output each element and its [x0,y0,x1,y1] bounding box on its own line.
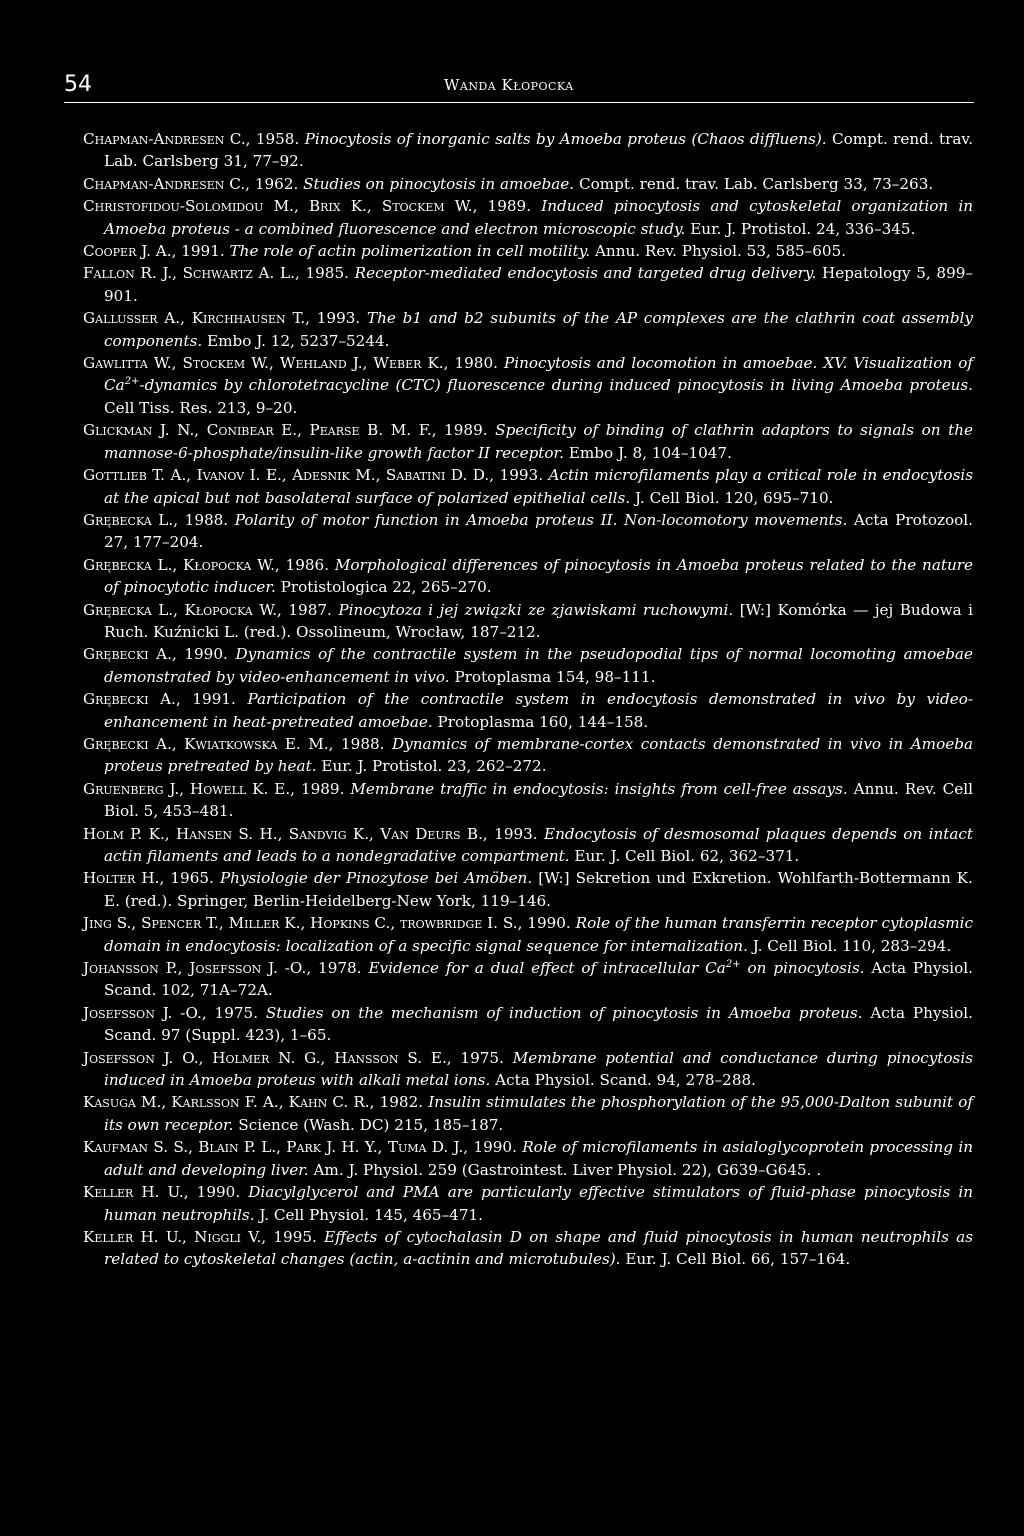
reference-title: Diacylglycerol and PMA are particularly effective stimulators of fluid-phase pinocytosis in human neutrophils. [104,1183,973,1224]
reference-authors: Keller H. U. [83,1183,184,1202]
reference-authors: Fallon R. J., Schwartz A. L. [83,264,295,283]
reference-entry [83,688,973,733]
reference-source: [W:] Sekretion und Exkretion. Wohlfarth-Bottermann K. E. (red.). Springer, Berlin-Heidelberg-New York, 119–146. [104,869,973,910]
reference-authors: Gruenberg J., Howell K. E. [83,779,291,798]
reference-year: , 1989. [431,421,496,440]
reference-year: , 1982. [369,1093,429,1112]
reference-source: J. Cell Physiol. 145, 465–471. [254,1205,484,1224]
reference-entry [83,509,973,554]
reference-authors: Cooper J. A. [83,242,172,261]
reference-title: Membrane traffic in endocytosis: insights from cell-free assays. [350,779,848,798]
reference-title: Role of microfilaments in asialoglycoprotein processing in adult and developing liver. [104,1138,973,1179]
reference-year: , 1975. [446,1048,513,1067]
reference-source: Embo J. 12, 5237–5244. [202,331,390,350]
reference-authors: Keller H. U., Niggli V. [83,1227,262,1246]
reference-source: Eur. J. Cell Biol. 62, 362–371. [569,847,800,865]
reference-authors: Grębecki A., Kwiatkowska E. M. [83,734,329,753]
reference-title: Studies on the mechanism of induction of pinocytosis in Amoeba proteus. [265,1003,863,1022]
reference-title: Specificity of binding of clathrin adaptors to signals on the mannose-6-phosphate/insulin-like growth factor II receptor. [104,421,973,462]
reference-authors: Josefsson J. O., Holmer N. G., Hansson S. E. [83,1048,447,1067]
reference-authors: Glickman J. N., Conibear E., Pearse B. M. F. [83,421,432,440]
reference-title: Pinocytosis and locomotion in amoebae. XV. Visualization of Ca [104,354,974,395]
reference-year: , 1987. [277,600,339,619]
reference-title: Morphological differences of pinocytosis in Amoeba proteus related to the nature of pinocytotic inducer. [104,555,973,597]
reference-entry [83,1181,973,1226]
reference-authors: Holter H. [83,869,160,888]
reference-authors: Josefsson J. -O. [83,1003,202,1022]
reference-year: , 1993. [482,824,545,843]
reference-source: Protistologica 22, 265–270. [275,578,492,597]
reference-source: Eur. J. Protistol. 24, 336–345. [685,219,916,238]
reference-source: Compt. rend. trav. Lab. Carlsberg 31, 77–92. [104,130,974,171]
reference-entry [83,307,973,352]
reference-source: Science (Wash. DC) 215, 185–187. [233,1115,504,1134]
reference-entry [83,957,973,1002]
reference-source: Acta Physiol. Scand. 94, 278–288. [490,1071,756,1090]
reference-year: , 1985. [294,264,355,283]
reference-title: Studies on pinocytosis in amoebae. [303,174,575,193]
reference-year: , 1990. [463,1138,523,1157]
reference-entry [83,352,973,419]
reference-source: Acta Physiol. Scand. 97 (Suppl. 423), 1–65. [104,1003,973,1045]
reference-year: , 1989. [290,779,351,798]
reference-year: , 1965. [159,869,220,888]
reference-title: Induced pinocytosis and cytoskeletal organization in Amoeba proteus - a combined fluorescence and electron microscopic study. [104,197,973,238]
reference-year: , 1958. [245,130,305,148]
reference-title: Receptor-mediated endocytosis and targeted drug delivery. [354,264,817,283]
reference-authors: Grębecka L., Kłopocka W. [83,555,275,574]
reference-year: , 1975. [201,1003,266,1022]
reference-authors: Grębecki A. [83,645,172,664]
reference-title: Physiologie der Pinozytose bei Amöben. [219,869,533,888]
reference-authors: Jing S., Spencer T., Miller K., Hopkins C., trowbridge I. S. [83,914,518,933]
reference-year: , 1990. [517,914,576,933]
reference-title: Role of the human transferrin receptor cytoplasmic domain in endocytosis: localization of a specific signal sequence for internalization. [104,914,973,955]
reference-title: Pinocytosis of inorganic salts by Amoeba proteus (Chaos diffluens). [304,130,827,148]
reference-authors: Johansson P., Josefsson J. -O. [83,959,307,978]
reference-entry [83,240,973,262]
reference-title: The b1 and b2 subunits of the AP complexes are the clathrin coat assembly components. [104,309,973,350]
reference-year: , 1995. [261,1227,325,1246]
reference-title: Membrane potential and conductance during pinocytosis induced in Amoeba proteus with alkali metal ions. [104,1048,973,1090]
reference-authors: Chapman-Andresen C. [83,174,246,193]
reference-entry [83,554,973,599]
reference-title-superscript: 2+ [124,376,140,388]
reference-source: Hepatology 5, 899–901. [104,264,973,305]
reference-entry [83,1047,973,1092]
reference-source: Eur. J. Cell Biol. 66, 157–164. [620,1250,851,1269]
reference-source: Am. J. Physiol. 259 (Gastrointest. Liver Physiol. 22), G639–G645. . [308,1160,822,1179]
reference-authors: Gottlieb T. A., Ivanov I. E., Adesnik M., Sabatini D. D. [83,466,490,485]
reference-year: , 1988. [328,734,392,753]
reference-source: Annu. Rev. Cell Biol. 5, 453–481. [104,779,973,821]
reference-title-superscript: 2+ [725,958,741,970]
reference-title-continued: -dynamics by chlorotetracycline (CTC) fluorescence during induced pinocytosis in living Amoeba proteus. [139,376,973,395]
reference-authors: Gawlitta W., Stockem W., Wehland J., Weber K. [83,354,444,373]
page-number: 54 [64,72,92,97]
reference-year: , 1990. [183,1183,249,1202]
reference-source: Annu. Rev. Physiol. 53, 585–605. [590,242,847,261]
reference-year: , 1989. [472,197,542,216]
reference-entry [83,823,973,868]
reference-source: J. Cell Biol. 120, 695–710. [630,488,834,507]
reference-authors: Holm P. K., Hansen S. H., Sandvig K., Van Deurs B. [83,824,483,843]
reference-entry [83,173,973,195]
reference-entry [83,128,973,173]
reference-title: Pinocytoza i jej związki ze zjawiskami ruchowymi. [338,600,734,619]
reference-authors: Chapman-Andresen C. [83,130,246,148]
reference-entry [83,912,973,957]
reference-year: , 1993. [305,309,368,328]
reference-source: Compt. rend. trav. Lab. Carlsberg 33, 73–263. [574,174,934,193]
reference-title: Participation of the contractile system in endocytosis demonstrated in vivo by video-enhancement in heat-pretreated amoebae. [104,690,973,731]
reference-authors: Christofidou-Solomidou M., Brix K., Stockem W. [83,197,473,216]
reference-year: , 1990. [171,645,236,664]
reference-source: Acta Physiol. Scand. 102, 71A–72A. [104,959,973,1000]
reference-source: J. Cell Biol. 110, 283–294. [747,936,952,955]
reference-entry [83,643,973,688]
reference-year: , 1980. [443,354,504,373]
reference-title-continued: on pinocytosis. [740,959,865,978]
reference-year: , 1993. [489,466,549,485]
reference-source: Protoplasma 154, 98–111. [449,667,656,686]
reference-title: Effects of cytochalasin D on shape and fluid pinocytosis in human neutrophils as related to cytoskeletal changes (actin, a-actinin and microtubules). [104,1227,973,1269]
running-head: Wanda Kłopocka [444,76,574,94]
reference-authors: Grębecki A. [83,690,176,709]
reference-authors: Grębecka L., Kłopocka W. [83,600,278,619]
reference-authors: Grębecka L. [83,510,174,529]
reference-entry [83,1226,973,1271]
reference-entry [83,262,973,307]
reference-title: Endocytosis of desmosomal plaques depends on intact actin filaments and leads to a nondegradative compartment. [104,824,974,865]
reference-authors: Kaufman S. S., Blain P. L., Park J. H. Y., Tuma D. J. [83,1138,464,1157]
reference-title: The role of actin polimerization in cell motility. [229,242,591,261]
reference-title: Evidence for a dual effect of intracellular Ca [368,959,726,978]
reference-entry [83,1091,973,1136]
reference-entry [83,778,973,823]
reference-source: Protoplasma 160, 144–158. [432,712,649,731]
page-header [64,72,974,104]
reference-title: Actin microfilaments play a critical role in endocytosis at the apical but not basolateral surface of polarized epithelial cells. [104,466,974,507]
reference-source: Eur. J. Protistol. 23, 262–272. [316,757,547,776]
reference-year: , 1962. [245,174,304,193]
reference-title: Dynamics of the contractile system in the pseudopodial tips of normal locomoting amoebae demonstrated by video-enhancement in vivo. [104,645,973,686]
reference-entry [83,867,973,912]
reference-entry [83,1136,973,1181]
reference-entry [83,733,973,778]
reference-year: , 1978. [306,959,369,978]
reference-year: , 1991. [175,690,248,709]
header-rule [64,102,974,103]
reference-entry [83,599,973,644]
reference-authors: Kasuga M., Karlsson F. A., Kahn C. R. [83,1093,370,1112]
reference-source: [W:] Komórka — jej Budowa i Ruch. Kuźnicki L. (red.). Ossolineum, Wrocław, 187–212. [104,600,973,641]
reference-title: Polarity of motor function in Amoeba proteus II. Non-locomotory movements. [234,510,848,529]
reference-source: Acta Protozool. 27, 177–204. [104,510,973,552]
reference-entry [83,1002,973,1047]
reference-entry [83,195,973,240]
reference-title: Insulin stimulates the phosphorylation of the 95,000-Dalton subunit of its own receptor. [104,1093,973,1134]
reference-entry [83,419,973,464]
reference-source: Cell Tiss. Res. 213, 9–20. [104,398,298,417]
reference-year: , 1986. [274,555,335,574]
reference-year: , 1988. [173,510,235,529]
reference-list [83,128,973,1271]
reference-authors: Gallusser A., Kirchhausen T. [83,309,306,328]
reference-title: Dynamics of membrane-cortex contacts demonstrated in vivo in Amoeba proteus pretreated by heat. [104,734,973,776]
reference-source: Embo J. 8, 104–1047. [563,443,732,462]
reference-entry [83,464,973,509]
reference-year: , 1991. [171,242,230,261]
